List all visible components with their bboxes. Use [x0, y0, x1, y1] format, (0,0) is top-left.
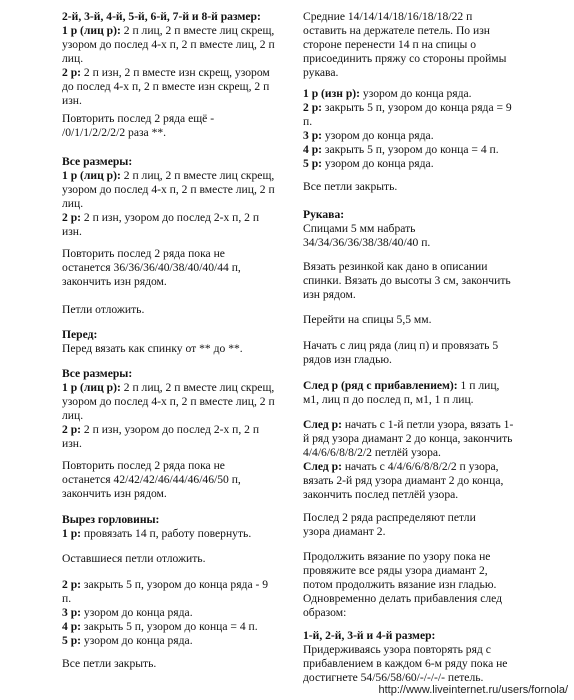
neck-row-3	[62, 606, 270, 620]
diamond-row-1	[303, 418, 518, 460]
sleeves-text: Спицами 5 мм набрать 34/34/36/36/38/38/40/40 п.	[303, 222, 431, 249]
sizes-1-4-text: Придерживаясь узора повторять ряд с прибавлением в каждом 6-м ряду пока не достигнете 54/56/58/60/-/-/-/- петель.	[303, 643, 508, 684]
diamond-row-2	[303, 460, 518, 502]
row-label: 2 р:	[62, 578, 82, 591]
row-text: узором до конца ряда.	[81, 634, 193, 647]
row-label: След р:	[303, 460, 342, 473]
rib-instruction: Вязать резинкой как дано в описании спинки. Вязать до высоты 3 см, закончить изн рядом.	[303, 260, 511, 301]
bind-off-note: Все петли закрыть.	[303, 180, 398, 193]
sizes-1-4-section	[303, 629, 513, 685]
neckline-heading: Вырез горловины:	[62, 513, 160, 526]
sleeves-section	[303, 208, 488, 250]
increase-row	[303, 379, 518, 407]
diamond-rows	[303, 418, 518, 502]
row-2-instruction	[62, 423, 277, 451]
row-label: 5 р:	[303, 157, 323, 170]
all-sizes-section-1	[62, 155, 277, 239]
row-label: 4 р:	[62, 620, 82, 633]
row-text: 2 п лиц, 2 п вместе лиц скрещ, узором до послед 4-х п, 2 п вместе лиц, 2 п лиц.	[62, 381, 275, 422]
front-heading: Перед:	[62, 328, 98, 341]
neck-row-1	[62, 527, 277, 541]
row-5-instruction	[303, 157, 513, 171]
row-label: 3 р:	[303, 129, 323, 142]
row-text: начать с 1-й петли узора, вязать 1-й ряд узора диамант 2 до конца, закончить 4/4/6/6/8/8/2/2 петлёй узора.	[303, 418, 514, 459]
row-2-instruction	[303, 101, 513, 129]
row-text: начать с 4/4/6/6/8/8/2/2 п узора, вязать 2-й ряд узора диамант 2 до конца, закончить послед петлёй узора.	[303, 460, 504, 501]
source-url: http://www.liveinternet.ru/users/fornola/	[378, 684, 568, 696]
needles-instruction: Перейти на спицы 5,5 мм.	[303, 313, 432, 326]
row-text: 2 п лиц, 2 п вместе лиц скрещ, узором до послед 4-х п, 2 п вместе лиц, 2 п лиц.	[62, 24, 275, 65]
row-text: закрыть 5 п, узором до конца ряда - 9 п.	[62, 578, 269, 605]
row-label: 1 р:	[62, 527, 82, 540]
row-1-instruction	[62, 169, 277, 211]
row-text: узором до конца ряда.	[322, 157, 434, 170]
front-text: Перед вязать как спинку от ** до **.	[62, 342, 243, 355]
row-1-instruction	[303, 87, 513, 101]
neck-row-5	[62, 634, 270, 648]
row-4-instruction	[303, 143, 513, 157]
row-text: 2 п лиц, 2 п вместе лиц скрещ, узором до послед 4-х п, 2 п вместе лиц, 2 п лиц.	[62, 169, 275, 210]
shoulder-rows	[303, 87, 513, 171]
row-label: 4 р:	[303, 143, 323, 156]
row-text: узором до конца ряда.	[81, 606, 193, 619]
row-text: закрыть 5 п, узором до конца = 4 п.	[322, 143, 499, 156]
row-1-instruction	[62, 381, 277, 423]
row-label: След р:	[303, 418, 342, 431]
all-sizes-heading: Все размеры:	[62, 367, 133, 380]
front-section	[62, 328, 277, 356]
repeat-instruction-3: Повторить послед 2 ряда пока не останется 42/42/42/46/44/46/46/50 п, закончить изн рядом.	[62, 459, 241, 500]
sleeves-heading: Рукава:	[303, 208, 345, 221]
middle-stitches-text: Средние 14/14/14/18/16/18/18/22 п оставить на держателе петель. По изн стороне перенести 14 п на спицы о присоединить пряжу со стороны проймы рукава.	[303, 10, 507, 79]
row-text: 1 п лиц, м1, лиц п до послед п, м1, 1 п лиц.	[303, 379, 500, 406]
row-label: 1 р (лиц р):	[62, 169, 121, 182]
row-label: След р (ряд с прибавлением):	[303, 379, 458, 392]
row-text: 2 п изн, узором до послед 2-х п, 2 п изн.	[62, 423, 260, 450]
bind-off-note: Все петли закрыть.	[62, 657, 157, 670]
row-label: 1 р (изн р):	[303, 87, 360, 100]
continue-instruction: Продолжить вязание по узору пока не провяжите все ряды узора диамант 2, потом продолжить вязание изн гладью. Одновременно делать прибавления след образом:	[303, 550, 503, 619]
all-sizes-section-2	[62, 367, 277, 451]
row-label: 5 р:	[62, 634, 82, 647]
row-2-instruction	[62, 211, 277, 239]
neckline-section	[62, 513, 277, 541]
repeat-instruction-1: Повторить послед 2 ряда ещё - /0/1/1/2/2/2/2 раза **.	[62, 112, 215, 139]
neck-row-4	[62, 620, 270, 634]
row-text: 2 п изн, 2 п вместе изн скрещ, узором до послед 4-х п, 2 п вместе изн скрещ, 2 п изн.	[62, 66, 270, 107]
remaining-hold-note: Оставшиеся петли отложить.	[62, 552, 206, 565]
row-text: провязать 14 п, работу повернуть.	[81, 527, 252, 540]
row-3-instruction	[303, 129, 513, 143]
row-label: 2 р:	[62, 211, 82, 224]
neck-row-2	[62, 578, 270, 606]
row-text: закрыть 5 п, узором до конца ряда = 9 п.	[303, 101, 512, 128]
row-text: узором до конца ряда.	[360, 87, 472, 100]
row-1-instruction	[62, 24, 277, 66]
repeat-instruction-2: Повторить послед 2 ряда пока не останется 36/36/36/40/38/40/40/44 п, закончить изн рядом.	[62, 247, 241, 288]
row-2-instruction	[62, 66, 277, 108]
row-label: 2 р:	[62, 423, 82, 436]
neck-rows	[62, 578, 270, 648]
distribute-note: Послед 2 ряда распределяют петли узора диамант 2.	[303, 511, 476, 538]
row-text: закрыть 5 п, узором до конца = 4 п.	[81, 620, 258, 633]
all-sizes-heading: Все размеры:	[62, 155, 133, 168]
sizes-2-8-section	[62, 10, 277, 108]
stitches-hold-note: Петли отложить.	[62, 303, 145, 316]
sizes-1-4-heading: 1-й, 2-й, 3-й и 4-й размер:	[303, 629, 436, 642]
stockinette-instruction: Начать с лиц ряда (лиц п) и провязать 5 рядов изн гладью.	[303, 339, 499, 366]
row-label: 3 р:	[62, 606, 82, 619]
row-label: 2 р:	[62, 66, 82, 79]
row-label: 1 р (лиц р):	[62, 381, 121, 394]
sizes-2-8-heading: 2-й, 3-й, 4-й, 5-й, 6-й, 7-й и 8-й размер:	[62, 10, 261, 23]
row-text: узором до конца ряда.	[322, 129, 434, 142]
row-label: 1 р (лиц р):	[62, 24, 121, 37]
row-label: 2 р:	[303, 101, 323, 114]
row-text: 2 п изн, узором до послед 2-х п, 2 п изн.	[62, 211, 260, 238]
